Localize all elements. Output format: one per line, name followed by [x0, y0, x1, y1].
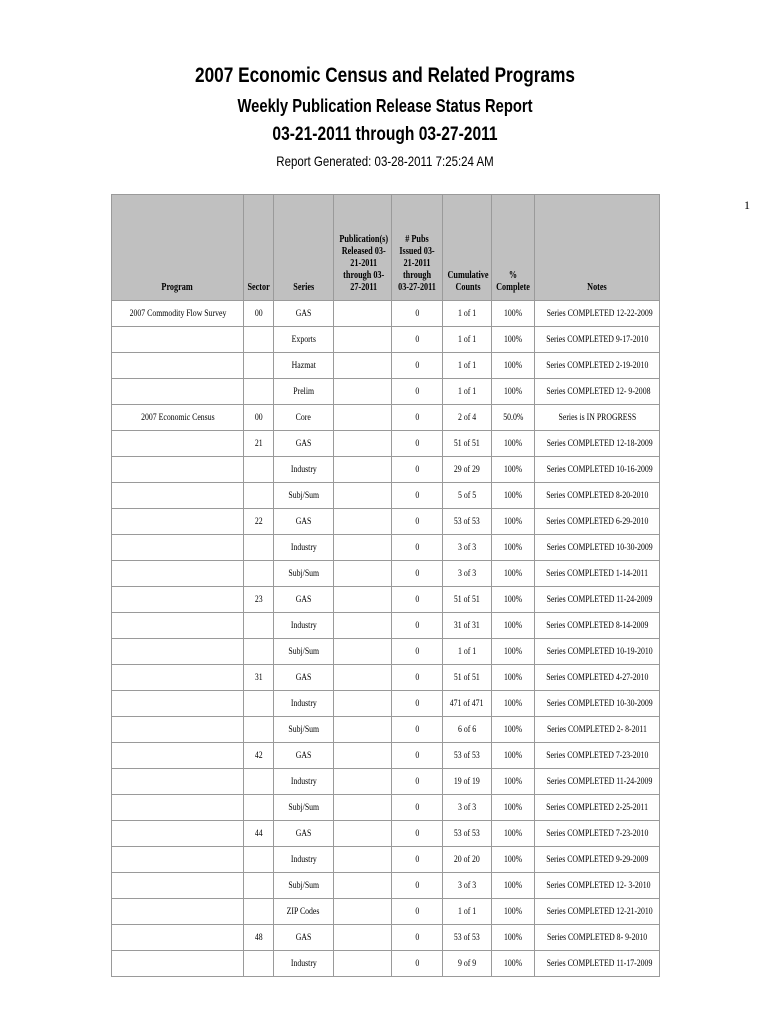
cell-series: GAS — [274, 925, 334, 951]
cell-sector — [244, 899, 274, 925]
cell-notes: Series COMPLETED 11-24-2009 — [535, 587, 660, 613]
cell-cumulative-counts: 19 of 19 — [443, 769, 492, 795]
cell-pubs-issued: 0 — [392, 691, 443, 717]
cell-notes: Series is IN PROGRESS — [535, 405, 660, 431]
report-subtitle: Weekly Publication Release Status Report — [237, 96, 533, 116]
cell-sector — [244, 769, 274, 795]
cell-cumulative-counts: 1 of 1 — [443, 639, 492, 665]
cell-notes: Series COMPLETED 6-29-2010 — [535, 509, 660, 535]
table-row — [112, 951, 660, 977]
cell-sector — [244, 457, 274, 483]
cell-program — [112, 535, 244, 561]
cell-series: GAS — [274, 301, 334, 327]
cell-cumulative-counts: 6 of 6 — [443, 717, 492, 743]
cell-notes: Series COMPLETED 12- 9-2008 — [535, 379, 660, 405]
cell-publications-released — [334, 483, 392, 509]
cell-publications-released — [334, 457, 392, 483]
table-row — [112, 899, 660, 925]
cell-publications-released — [334, 665, 392, 691]
status-table — [111, 194, 660, 977]
cell-percent-complete: 100% — [492, 535, 535, 561]
cell-percent-complete: 100% — [492, 379, 535, 405]
cell-cumulative-counts: 3 of 3 — [443, 535, 492, 561]
col-header-cumulative-counts: Cumulative Counts — [443, 195, 492, 301]
cell-percent-complete: 100% — [492, 587, 535, 613]
cell-sector: 42 — [244, 743, 274, 769]
cell-sector — [244, 951, 274, 977]
cell-pubs-issued: 0 — [392, 639, 443, 665]
cell-cumulative-counts: 53 of 53 — [443, 509, 492, 535]
cell-percent-complete: 100% — [492, 795, 535, 821]
cell-percent-complete: 100% — [492, 431, 535, 457]
table-row — [112, 925, 660, 951]
cell-pubs-issued: 0 — [392, 925, 443, 951]
col-header-notes: Notes — [535, 195, 660, 301]
cell-cumulative-counts: 53 of 53 — [443, 743, 492, 769]
cell-percent-complete: 100% — [492, 717, 535, 743]
cell-pubs-issued: 0 — [392, 379, 443, 405]
cell-series: Subj/Sum — [274, 483, 334, 509]
cell-pubs-issued: 0 — [392, 873, 443, 899]
cell-cumulative-counts: 3 of 3 — [443, 561, 492, 587]
cell-series: Industry — [274, 613, 334, 639]
table-row — [112, 665, 660, 691]
cell-publications-released — [334, 405, 392, 431]
cell-publications-released — [334, 769, 392, 795]
cell-series: GAS — [274, 743, 334, 769]
cell-notes: Series COMPLETED 9-29-2009 — [535, 847, 660, 873]
cell-percent-complete: 100% — [492, 613, 535, 639]
cell-cumulative-counts: 1 of 1 — [443, 301, 492, 327]
cell-pubs-issued: 0 — [392, 951, 443, 977]
cell-cumulative-counts: 51 of 51 — [443, 665, 492, 691]
cell-program — [112, 587, 244, 613]
cell-sector — [244, 561, 274, 587]
cell-percent-complete: 100% — [492, 457, 535, 483]
table-header-row — [112, 195, 660, 301]
cell-cumulative-counts: 51 of 51 — [443, 431, 492, 457]
cell-program — [112, 925, 244, 951]
cell-notes: Series COMPLETED 11-17-2009 — [535, 951, 660, 977]
cell-series: Subj/Sum — [274, 717, 334, 743]
cell-publications-released — [334, 509, 392, 535]
cell-cumulative-counts: 31 of 31 — [443, 613, 492, 639]
cell-program — [112, 353, 244, 379]
page-number: 1 — [744, 198, 750, 212]
cell-publications-released — [334, 873, 392, 899]
table-row — [112, 405, 660, 431]
cell-pubs-issued: 0 — [392, 795, 443, 821]
table-row — [112, 379, 660, 405]
cell-percent-complete: 100% — [492, 561, 535, 587]
cell-percent-complete: 100% — [492, 769, 535, 795]
cell-sector — [244, 795, 274, 821]
cell-pubs-issued: 0 — [392, 509, 443, 535]
cell-series: GAS — [274, 509, 334, 535]
cell-program: 2007 Economic Census — [112, 405, 244, 431]
cell-program: 2007 Commodity Flow Survey — [112, 301, 244, 327]
cell-cumulative-counts: 29 of 29 — [443, 457, 492, 483]
cell-program — [112, 613, 244, 639]
cell-series: GAS — [274, 665, 334, 691]
cell-notes: Series COMPLETED 7-23-2010 — [535, 821, 660, 847]
cell-pubs-issued: 0 — [392, 353, 443, 379]
cell-pubs-issued: 0 — [392, 717, 443, 743]
cell-series: Subj/Sum — [274, 873, 334, 899]
cell-program — [112, 743, 244, 769]
table-row — [112, 847, 660, 873]
cell-percent-complete: 100% — [492, 327, 535, 353]
table-row — [112, 327, 660, 353]
cell-sector: 21 — [244, 431, 274, 457]
cell-percent-complete: 100% — [492, 665, 535, 691]
cell-cumulative-counts: 3 of 3 — [443, 873, 492, 899]
cell-percent-complete: 100% — [492, 509, 535, 535]
cell-sector: 44 — [244, 821, 274, 847]
cell-percent-complete: 100% — [492, 847, 535, 873]
cell-sector: 31 — [244, 665, 274, 691]
cell-publications-released — [334, 561, 392, 587]
cell-publications-released — [334, 795, 392, 821]
cell-sector — [244, 379, 274, 405]
cell-sector: 23 — [244, 587, 274, 613]
cell-publications-released — [334, 353, 392, 379]
cell-series: Core — [274, 405, 334, 431]
cell-sector: 48 — [244, 925, 274, 951]
cell-publications-released — [334, 717, 392, 743]
cell-series: Subj/Sum — [274, 795, 334, 821]
cell-program — [112, 379, 244, 405]
table-row — [112, 509, 660, 535]
cell-series: Prelim — [274, 379, 334, 405]
cell-series: Industry — [274, 535, 334, 561]
col-header-publications-released: Publication(s) Released 03-21-2011 through 03-27-2011 — [334, 195, 392, 301]
cell-series: GAS — [274, 431, 334, 457]
cell-program — [112, 769, 244, 795]
cell-pubs-issued: 0 — [392, 847, 443, 873]
cell-sector: 22 — [244, 509, 274, 535]
cell-pubs-issued: 0 — [392, 301, 443, 327]
cell-pubs-issued: 0 — [392, 561, 443, 587]
cell-publications-released — [334, 847, 392, 873]
cell-percent-complete: 100% — [492, 353, 535, 379]
table-row — [112, 717, 660, 743]
table-row — [112, 457, 660, 483]
table-row — [112, 691, 660, 717]
cell-publications-released — [334, 535, 392, 561]
cell-publications-released — [334, 327, 392, 353]
cell-percent-complete: 100% — [492, 301, 535, 327]
cell-series: Industry — [274, 457, 334, 483]
cell-program — [112, 561, 244, 587]
cell-program — [112, 665, 244, 691]
cell-publications-released — [334, 587, 392, 613]
cell-sector — [244, 639, 274, 665]
cell-percent-complete: 100% — [492, 873, 535, 899]
cell-program — [112, 717, 244, 743]
cell-publications-released — [334, 613, 392, 639]
cell-series: GAS — [274, 821, 334, 847]
cell-percent-complete: 100% — [492, 899, 535, 925]
cell-pubs-issued: 0 — [392, 665, 443, 691]
cell-percent-complete: 100% — [492, 951, 535, 977]
cell-publications-released — [334, 951, 392, 977]
cell-percent-complete: 100% — [492, 691, 535, 717]
cell-publications-released — [334, 301, 392, 327]
col-header-program: Program — [112, 195, 244, 301]
cell-notes: Series COMPLETED 7-23-2010 — [535, 743, 660, 769]
table-row — [112, 483, 660, 509]
cell-notes: Series COMPLETED 12-22-2009 — [535, 301, 660, 327]
cell-notes: Series COMPLETED 8- 9-2010 — [535, 925, 660, 951]
table-row — [112, 821, 660, 847]
table-row — [112, 769, 660, 795]
cell-sector — [244, 613, 274, 639]
cell-sector — [244, 691, 274, 717]
cell-series: Industry — [274, 847, 334, 873]
cell-notes: Series COMPLETED 2-25-2011 — [535, 795, 660, 821]
cell-cumulative-counts: 1 of 1 — [443, 899, 492, 925]
cell-program — [112, 639, 244, 665]
cell-program — [112, 327, 244, 353]
table-row — [112, 639, 660, 665]
cell-sector — [244, 535, 274, 561]
table-body — [112, 301, 660, 977]
cell-notes: Series COMPLETED 12-18-2009 — [535, 431, 660, 457]
cell-percent-complete: 50.0% — [492, 405, 535, 431]
cell-series: Subj/Sum — [274, 639, 334, 665]
cell-sector — [244, 327, 274, 353]
cell-sector — [244, 353, 274, 379]
cell-pubs-issued: 0 — [392, 613, 443, 639]
col-header-series: Series — [274, 195, 334, 301]
cell-cumulative-counts: 53 of 53 — [443, 925, 492, 951]
cell-pubs-issued: 0 — [392, 483, 443, 509]
cell-notes: Series COMPLETED 9-17-2010 — [535, 327, 660, 353]
cell-program — [112, 847, 244, 873]
cell-notes: Series COMPLETED 8-20-2010 — [535, 483, 660, 509]
report-date-range: 03-21-2011 through 03-27-2011 — [272, 124, 498, 145]
cell-percent-complete: 100% — [492, 639, 535, 665]
cell-publications-released — [334, 743, 392, 769]
cell-cumulative-counts: 1 of 1 — [443, 327, 492, 353]
cell-program — [112, 821, 244, 847]
cell-publications-released — [334, 899, 392, 925]
table-row — [112, 301, 660, 327]
report-generated: Report Generated: 03-28-2011 7:25:24 AM — [276, 153, 494, 169]
cell-cumulative-counts: 20 of 20 — [443, 847, 492, 873]
cell-publications-released — [334, 691, 392, 717]
cell-percent-complete: 100% — [492, 483, 535, 509]
cell-percent-complete: 100% — [492, 925, 535, 951]
cell-pubs-issued: 0 — [392, 821, 443, 847]
cell-notes: Series COMPLETED 10-30-2009 — [535, 691, 660, 717]
cell-cumulative-counts: 1 of 1 — [443, 353, 492, 379]
cell-series: Industry — [274, 691, 334, 717]
cell-program — [112, 509, 244, 535]
cell-percent-complete: 100% — [492, 821, 535, 847]
cell-pubs-issued: 0 — [392, 457, 443, 483]
cell-pubs-issued: 0 — [392, 899, 443, 925]
cell-cumulative-counts: 471 of 471 — [443, 691, 492, 717]
table-row — [112, 353, 660, 379]
cell-program — [112, 483, 244, 509]
cell-publications-released — [334, 379, 392, 405]
cell-percent-complete: 100% — [492, 743, 535, 769]
cell-series: Industry — [274, 951, 334, 977]
cell-cumulative-counts: 5 of 5 — [443, 483, 492, 509]
cell-sector — [244, 717, 274, 743]
cell-cumulative-counts: 1 of 1 — [443, 379, 492, 405]
cell-publications-released — [334, 639, 392, 665]
cell-series: Industry — [274, 769, 334, 795]
cell-pubs-issued: 0 — [392, 743, 443, 769]
cell-pubs-issued: 0 — [392, 535, 443, 561]
col-header-pubs-issued: # Pubs Issued 03-21-2011 through 03-27-2011 — [392, 195, 443, 301]
cell-pubs-issued: 0 — [392, 769, 443, 795]
col-header-percent-complete: % Complete — [492, 195, 535, 301]
cell-notes: Series COMPLETED 2- 8-2011 — [535, 717, 660, 743]
table-row — [112, 431, 660, 457]
cell-program — [112, 431, 244, 457]
cell-notes: Series COMPLETED 10-30-2009 — [535, 535, 660, 561]
cell-sector: 00 — [244, 405, 274, 431]
table-row — [112, 613, 660, 639]
cell-series: Hazmat — [274, 353, 334, 379]
cell-notes: Series COMPLETED 4-27-2010 — [535, 665, 660, 691]
cell-program — [112, 899, 244, 925]
cell-cumulative-counts: 51 of 51 — [443, 587, 492, 613]
cell-notes: Series COMPLETED 2-19-2010 — [535, 353, 660, 379]
report-title: 2007 Economic Census and Related Programs — [195, 64, 575, 87]
table-row — [112, 743, 660, 769]
cell-pubs-issued: 0 — [392, 431, 443, 457]
cell-notes: Series COMPLETED 8-14-2009 — [535, 613, 660, 639]
cell-program — [112, 873, 244, 899]
table-row — [112, 873, 660, 899]
cell-program — [112, 457, 244, 483]
cell-program — [112, 795, 244, 821]
cell-notes: Series COMPLETED 10-19-2010 — [535, 639, 660, 665]
cell-pubs-issued: 0 — [392, 327, 443, 353]
cell-notes: Series COMPLETED 10-16-2009 — [535, 457, 660, 483]
cell-cumulative-counts: 3 of 3 — [443, 795, 492, 821]
cell-notes: Series COMPLETED 12-21-2010 — [535, 899, 660, 925]
cell-sector — [244, 873, 274, 899]
cell-series: ZIP Codes — [274, 899, 334, 925]
cell-series: Exports — [274, 327, 334, 353]
cell-publications-released — [334, 821, 392, 847]
cell-notes: Series COMPLETED 12- 3-2010 — [535, 873, 660, 899]
col-header-sector: Sector — [244, 195, 274, 301]
cell-program — [112, 951, 244, 977]
cell-cumulative-counts: 53 of 53 — [443, 821, 492, 847]
cell-publications-released — [334, 431, 392, 457]
cell-series: Subj/Sum — [274, 561, 334, 587]
cell-sector — [244, 483, 274, 509]
table-row — [112, 535, 660, 561]
cell-publications-released — [334, 925, 392, 951]
table-row — [112, 795, 660, 821]
table-row — [112, 561, 660, 587]
cell-sector: 00 — [244, 301, 274, 327]
cell-series: GAS — [274, 587, 334, 613]
table-row — [112, 587, 660, 613]
cell-cumulative-counts: 2 of 4 — [443, 405, 492, 431]
cell-notes: Series COMPLETED 11-24-2009 — [535, 769, 660, 795]
cell-cumulative-counts: 9 of 9 — [443, 951, 492, 977]
cell-pubs-issued: 0 — [392, 405, 443, 431]
cell-sector — [244, 847, 274, 873]
cell-pubs-issued: 0 — [392, 587, 443, 613]
cell-notes: Series COMPLETED 1-14-2011 — [535, 561, 660, 587]
cell-program — [112, 691, 244, 717]
